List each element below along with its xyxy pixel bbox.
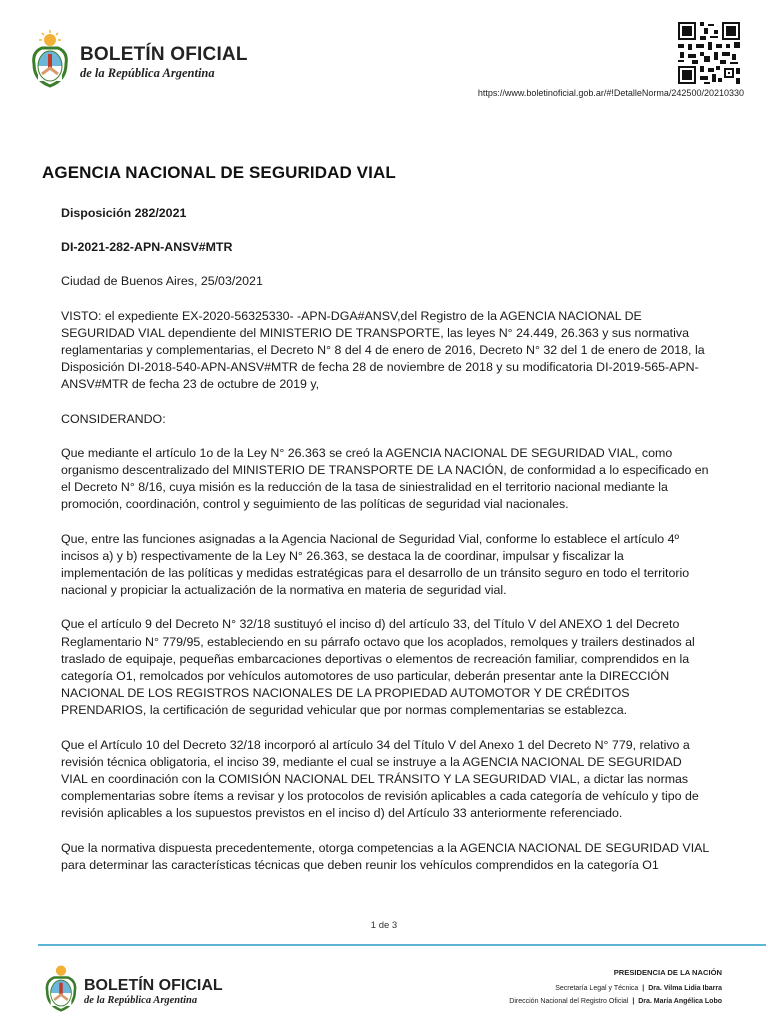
document-body: [61, 205, 711, 891]
paragraph: Que el Artículo 10 del Decreto 32/18 incorporó al artículo 34 del Título V del Anexo 1 del Decreto N° 779, relativo a revisión técnica obligatoria, el inciso 39, mediante el cual se instruye a la AGENCIA NACIONAL DE SEGURIDAD VIAL en coordinación con la COMISIÓN NACIONAL DEL TRÁNSITO Y LA SEGURIDAD VIAL, a dictar las normas complementarias sobre ítems a revisar y los protocolos de revisión aplicables a cada categoría de vehículo y tipo de revisión aplicables a los supuestos previstos en el inciso d) del Artículo 33 anteriormente referenciado.: [61, 737, 699, 821]
paragraph: Que mediante el artículo 1o de la Ley N° 26.363 se creó la AGENCIA NACIONAL DE SEGURIDAD VIAL, como organismo descentralizado del MINISTERIO DE TRANSPORTE DE LA NACIÓN, de conformidad a lo especificado en el Decreto N° 8/16, cuya misión es la reducción de la tasa de siniestralidad en el territorio nacional mediante la promoción, coordinación, control y seguimiento de las políticas de seguridad vial nacionales.: [61, 445, 709, 512]
paragraph: Que la normativa dispuesta precedentemente, otorga competencias a la AGENCIA NACIONAL DE SEGURIDAD VIAL para determinar las características técnicas que deben reunir los vehículos comprendidos en la categoría O1: [61, 840, 709, 872]
disposition-number: Disposición 282/2021: [61, 206, 187, 220]
footer-presidency: PRESIDENCIA DE LA NACIÓN: [613, 968, 722, 977]
footer-separator: |: [642, 985, 645, 992]
paragraph-visto: VISTO: el expediente EX-2020-56325330- -APN-DGA#ANSV,del Registro de la AGENCIA NACIONAL DE SEGURIDAD VIAL dependiente del MINISTERIO DE TRANSPORTE, las leyes N° 24.449, 26.363 y sus normativa reglamentarias y complementarias, el Decreto N° 8 del 4 de enero de 2016, Decreto N° 32 del 1 de enero de 2018, la Disposición DI-2018-540-APN-ANSV#MTR de fecha 28 de noviembre de 2018 y su modificatoria DI-2019-565-APN-ANSV#MTR de fecha 23 de octubre de 2019 y,: [61, 308, 705, 392]
footer-legal-name: Dra. Vilma Lidia Ibarra: [648, 985, 722, 992]
footer-line-registry: [509, 995, 722, 1008]
footer-separator: |: [632, 998, 635, 1005]
qr-code-icon[interactable]: [676, 20, 742, 86]
footer-credits: [509, 966, 722, 1008]
footer-registry-role: Dirección Nacional del Registro Oficial: [509, 998, 629, 1005]
footer-registry-name: Dra. María Angélica Lobo: [638, 998, 722, 1005]
document-url-link[interactable]: https://www.boletinoficial.gob.ar/#!DetalleNorma/242500/20210330: [477, 88, 744, 98]
paragraph: Que, entre las funciones asignadas a la Agencia Nacional de Seguridad Vial, conforme lo establece el artículo 4º incisos a) y b) respectivamente de la Ley N° 26.363, se destaca la de coordinar, impulsar y fiscalizar la implementación de las políticas y medidas estratégicas para el desarrollo de un tránsito seguro en todo el territorio nacional y propiciar la actualización de la normativa en materia de seguridad vial.: [61, 531, 690, 598]
header-brand-subtitle: de la República Argentina: [80, 66, 215, 80]
city-date: Ciudad de Buenos Aires, 25/03/2021: [61, 274, 263, 289]
footer-brand-title: BOLETÍN OFICIAL: [84, 977, 223, 994]
coat-of-arms-icon: [28, 30, 72, 88]
page-number: 1 de 3: [370, 920, 398, 931]
disposition-code: DI-2021-282-APN-ANSV#MTR: [61, 240, 233, 255]
agency-heading: AGENCIA NACIONAL DE SEGURIDAD VIAL: [42, 163, 396, 182]
paragraph-considerando: CONSIDERANDO:: [61, 411, 166, 426]
footer-divider: [38, 944, 766, 946]
footer-line-legal: [509, 982, 722, 995]
header-brand-title: BOLETÍN OFICIAL: [80, 44, 248, 65]
coat-of-arms-icon: [42, 962, 80, 1012]
paragraph: Que el artículo 9 del Decreto N° 32/18 sustituyó el inciso d) del artículo 33, del Título V del ANEXO 1 del Decreto Reglamentario N° 779/95, estableciendo en su párrafo octavo que los acoplados, remolques y trailers destinados al traslado de equipaje, pequeñas embarcaciones deportivas o elementos de recreación familiar, comprendidos en la categoría O1, remolcados por vehículos automotores de uso particular, deberán presentar ante la DIRECCIÓN NACIONAL DE LOS REGISTROS NACIONALES DE LA PROPIEDAD AUTOMOTOR Y DE CRÉDITOS PRENDARIOS, la certificación de seguridad vehicular que por normas complementarias se establezca.: [61, 617, 695, 718]
footer-legal-role: Secretaría Legal y Técnica: [555, 985, 639, 992]
footer-brand-subtitle: de la República Argentina: [84, 995, 198, 1006]
